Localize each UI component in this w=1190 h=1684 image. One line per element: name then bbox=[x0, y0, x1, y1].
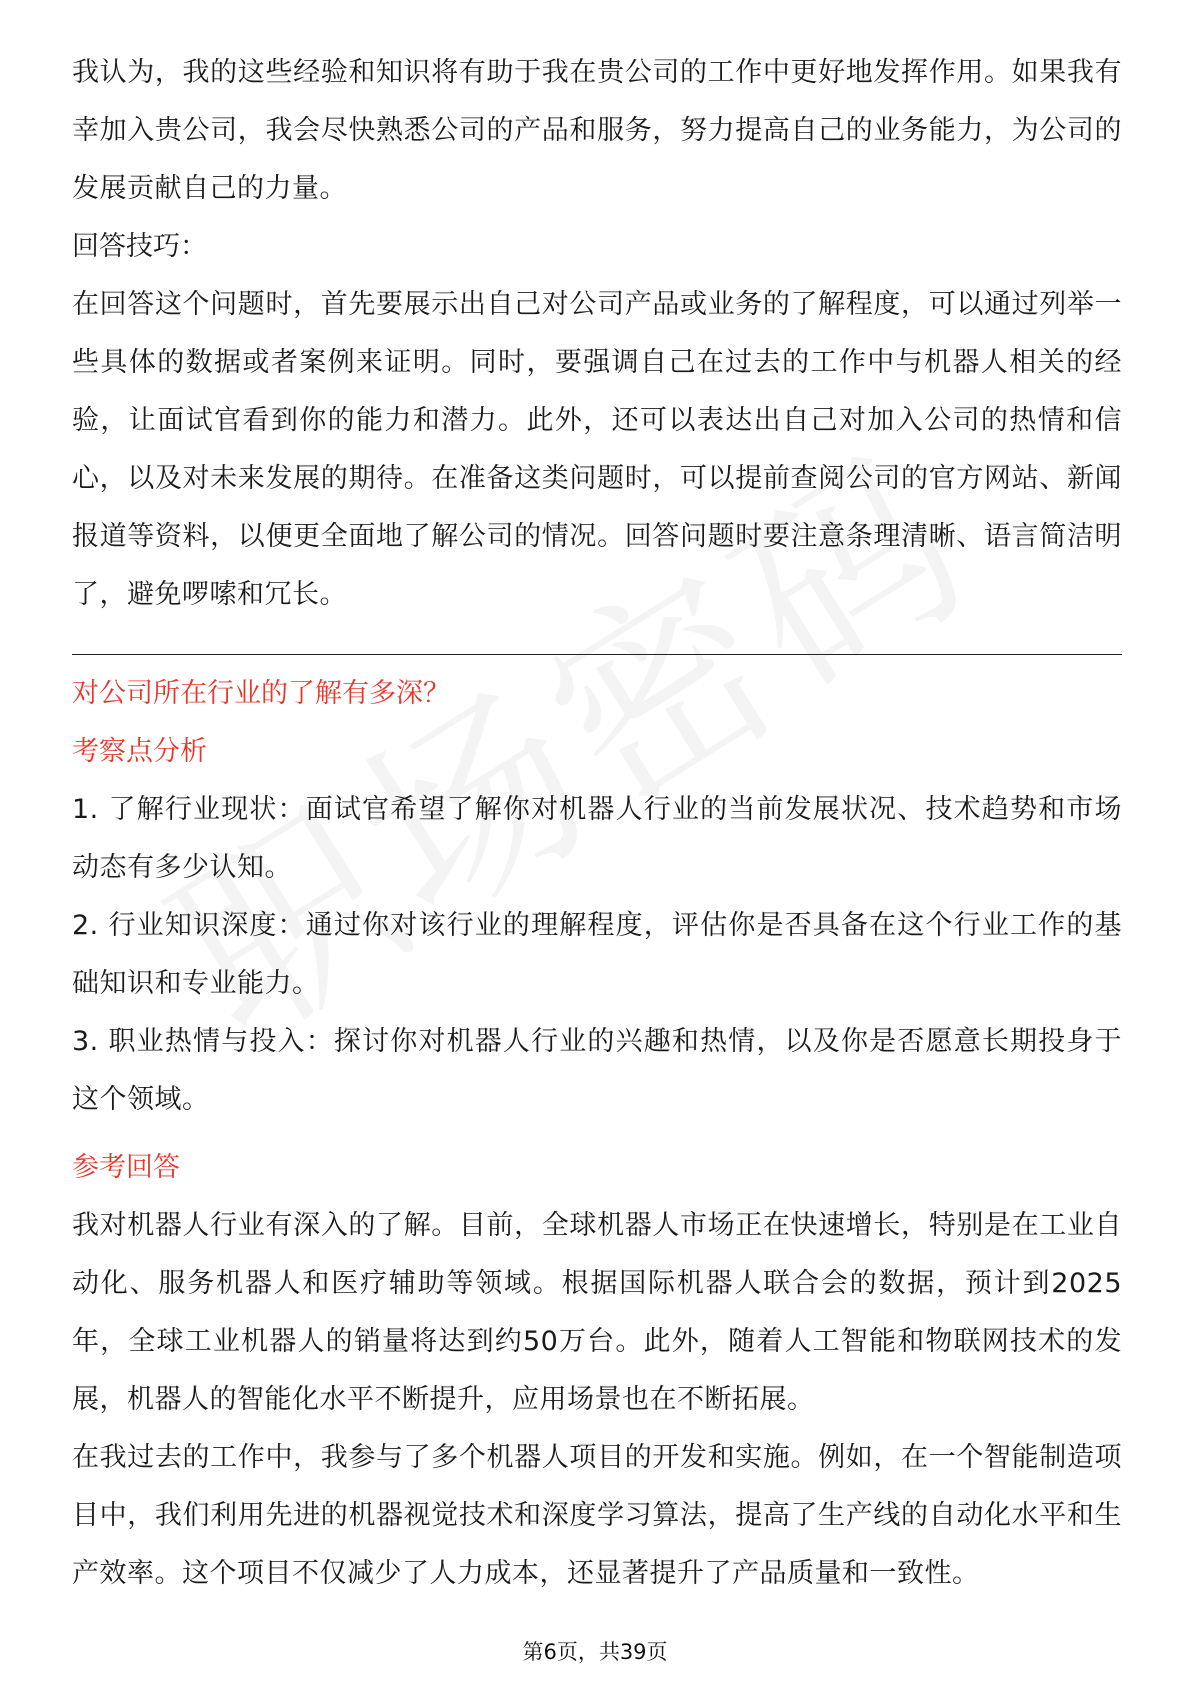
tips-label: 回答技巧： bbox=[72, 231, 207, 262]
section-divider bbox=[72, 654, 1122, 655]
tips-paragraph: 在回答这个问题时，首先要展示出自己对公司产品或业务的了解程度，可以通过列举一些具体的数据或者案例来证明。同时，要强调自己在过去的工作中与机器人相关的经验，让面试官看到你的能力和潜力。此外，还可以表达出自己对加入公司的热情和信心，以及对未来发展的期待。在准备这类问题时，可以提前查阅公司的官方网站、新闻报道等资料，以便更全面地了解公司的情况。回答问题时要注意条理清晰、语言简洁明了，避免啰嗦和冗长。 bbox=[72, 289, 1122, 610]
answer-paragraph: 在我过去的工作中，我参与了多个机器人项目的开发和实施。例如，在一个智能制造项目中，我们利用先进的机器视觉技术和深度学习算法，提高了生产线的自动化水平和生产效率。这个项目不仅减少了人力成本，还显著提升了产品质量和一致性。 bbox=[72, 1442, 1122, 1589]
document-page bbox=[72, 44, 1122, 1603]
analysis-heading: 考察点分析 bbox=[72, 736, 207, 767]
answer-heading: 参考回答 bbox=[72, 1152, 180, 1183]
page-footer: 第6页，共39页 bbox=[522, 1640, 668, 1664]
intro-paragraph: 我认为，我的这些经验和知识将有助于我在贵公司的工作中更好地发挥作用。如果我有幸加入贵公司，我会尽快熟悉公司的产品和服务，努力提高自己的业务能力，为公司的发展贡献自己的力量。 bbox=[72, 57, 1122, 204]
analysis-item: 3. 职业热情与投入：探讨你对机器人行业的兴趣和热情，以及你是否愿意长期投身于这个领域。 bbox=[72, 1026, 1122, 1115]
analysis-item: 1. 了解行业现状：面试官希望了解你对机器人行业的当前发展状况、技术趋势和市场动态有多少认知。 bbox=[72, 794, 1122, 883]
analysis-item: 2. 行业知识深度：通过你对该行业的理解程度，评估你是否具备在这个行业工作的基础知识和专业能力。 bbox=[72, 910, 1122, 999]
question-title: 对公司所在行业的了解有多深？ bbox=[72, 678, 450, 709]
answer-paragraph: 我对机器人行业有深入的了解。目前，全球机器人市场正在快速增长，特别是在工业自动化、服务机器人和医疗辅助等领域。根据国际机器人联合会的数据，预计到2025年，全球工业机器人的销量将达到约50万台。此外，随着人工智能和物联网技术的发展，机器人的智能化水平不断提升，应用场景也在不断拓展。 bbox=[72, 1210, 1122, 1415]
